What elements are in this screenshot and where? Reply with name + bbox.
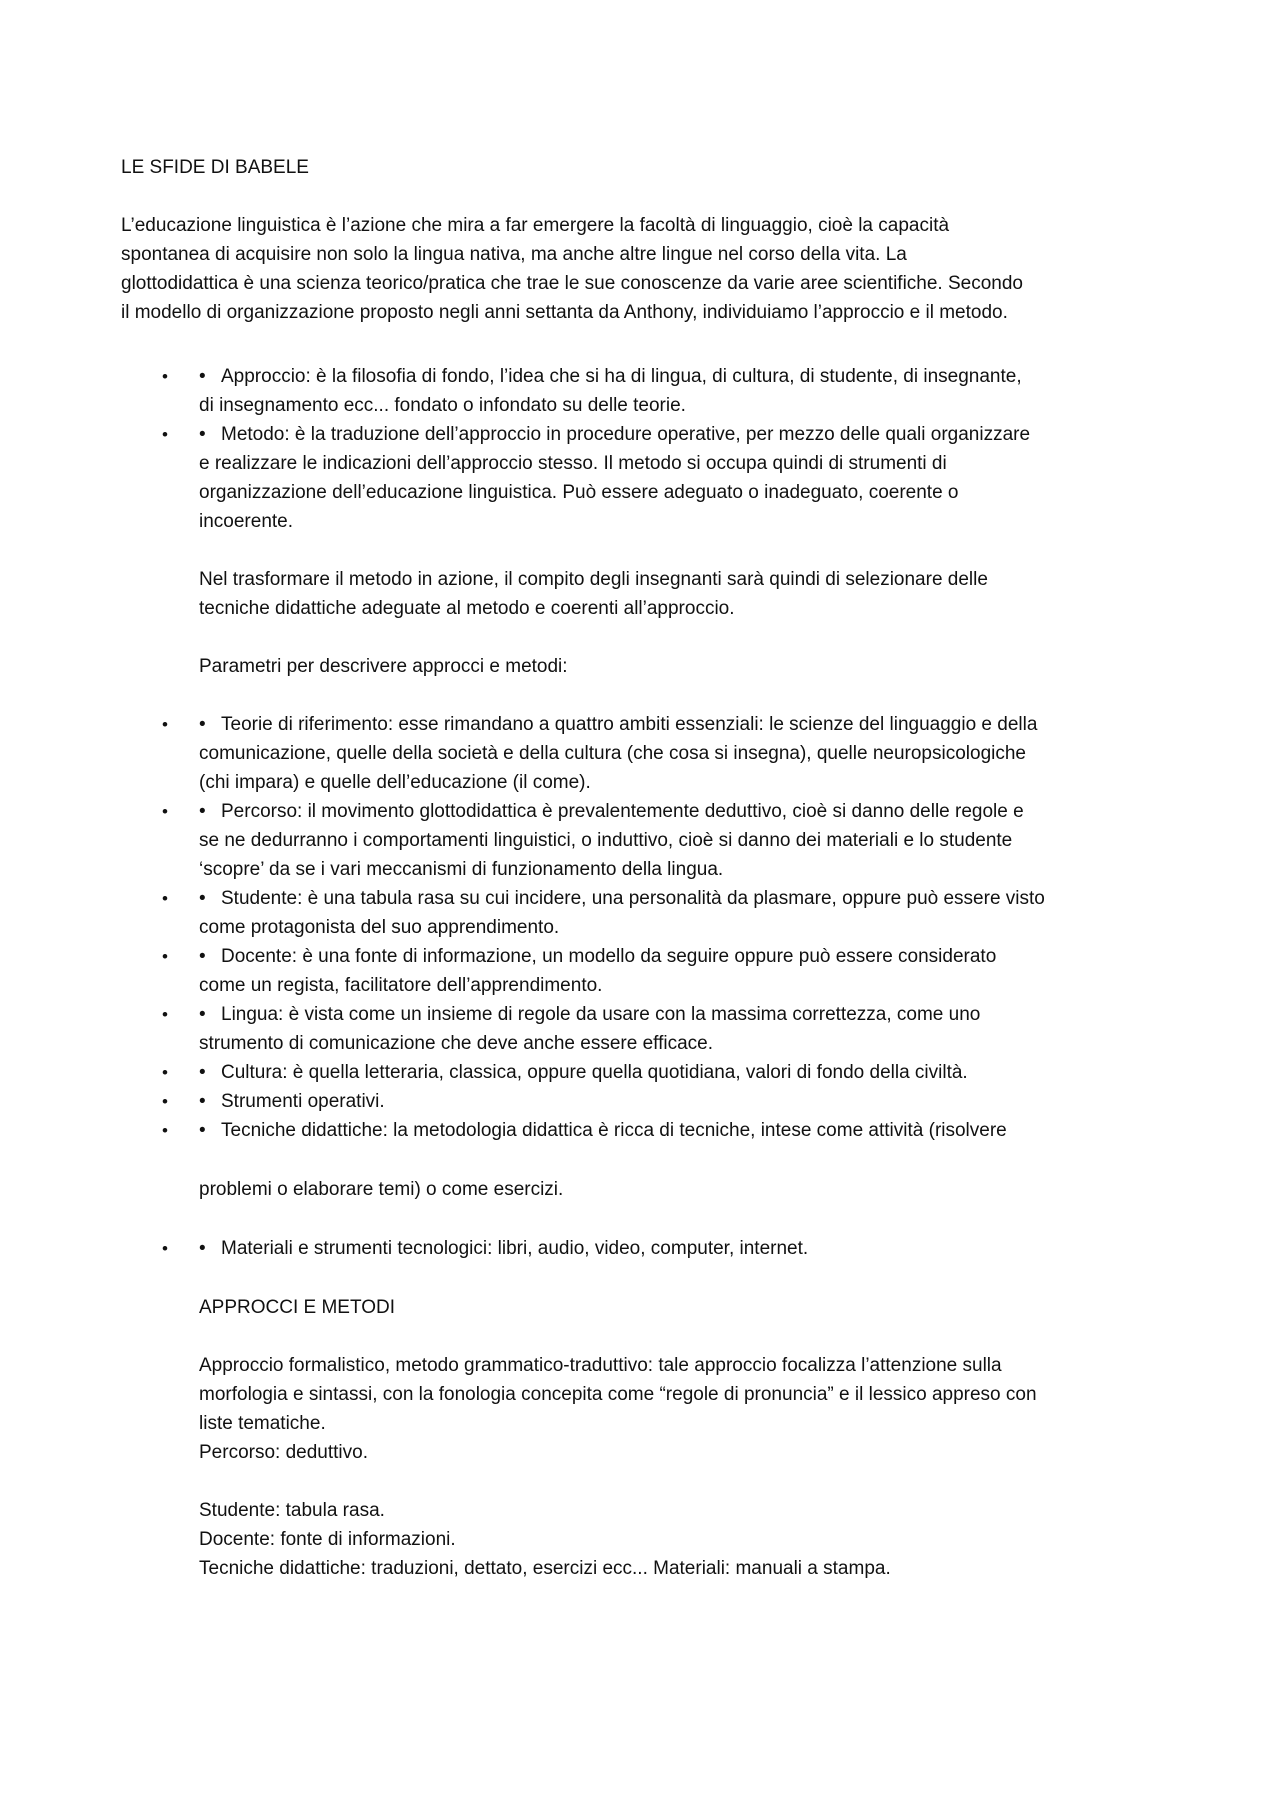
list-bullet: •	[162, 1092, 168, 1111]
inline-bullet: •	[199, 1062, 206, 1083]
intro-line: L’educazione linguistica è l’azione che mira a far emergere la facoltà di linguaggio, cioè la capacità	[121, 215, 950, 236]
list-item-line	[199, 797, 1159, 826]
list-item-line	[199, 1000, 1159, 1029]
list-item-line: strumento di comunicazione che deve anche essere efficace.	[199, 1033, 714, 1054]
intro-line: glottodidattica è una scienza teorico/pratica che trae le sue conoscenze da varie aree scientifiche. Secondo	[121, 273, 1023, 294]
list-item-line	[199, 420, 1159, 449]
list-item-line	[199, 1058, 1159, 1087]
list-item-line	[199, 1087, 1159, 1116]
section-heading: APPROCCI E METODI	[199, 1297, 396, 1318]
paragraph-line: Studente: tabula rasa.	[199, 1500, 385, 1521]
list-bullet: •	[162, 889, 168, 908]
list-bullet: •	[162, 367, 168, 386]
list-bullet: •	[162, 1121, 168, 1140]
list-item-line: incoerente.	[199, 511, 294, 532]
list-item-line: (chi impara) e quelle dell’educazione (il come).	[199, 772, 591, 793]
list-item-text	[199, 797, 1159, 884]
list-item-line-text: Materiali e strumenti tecnologici: libri, audio, video, computer, internet.	[221, 1238, 809, 1259]
list-item-line-text: Metodo: è la traduzione dell’approccio in procedure operative, per mezzo delle quali organizzare	[221, 424, 1031, 445]
intro-line: il modello di organizzazione proposto negli anni settanta da Anthony, individuiamo l’approccio e il metodo.	[121, 302, 1008, 323]
list-item-line: come un regista, facilitatore dell’apprendimento.	[199, 975, 603, 996]
paragraph-line: morfologia e sintassi, con la fonologia concepita come “regole di pronuncia” e il lessico appreso con	[199, 1384, 1037, 1405]
list-item-line: e realizzare le indicazioni dell’approccio stesso. Il metodo si occupa quindi di strumenti di	[199, 453, 947, 474]
inline-bullet: •	[199, 888, 206, 909]
list-item-line: come protagonista del suo apprendimento.	[199, 917, 560, 938]
paragraph-line: Docente: fonte di informazioni.	[199, 1529, 456, 1550]
inline-bullet: •	[199, 1004, 206, 1025]
list-item-line-text: Percorso: il movimento glottodidattica è prevalentemente deduttivo, cioè si danno delle regole e	[221, 801, 1024, 822]
list-bullet: •	[162, 947, 168, 966]
list-item-line	[199, 710, 1159, 739]
list-item-line-text: Docente: è una fonte di informazione, un modello da seguire oppure può essere considerato	[221, 946, 997, 967]
list-item-text	[199, 942, 1159, 1000]
list-item-text	[199, 710, 1159, 797]
list-item-line-text: Strumenti operativi.	[221, 1091, 385, 1112]
inline-bullet: •	[199, 714, 206, 735]
intro-paragraph	[121, 211, 1171, 327]
list-bullet: •	[162, 715, 168, 734]
list-bullet: •	[162, 425, 168, 444]
list-item-text	[199, 884, 1159, 942]
list-bullet: •	[162, 1063, 168, 1082]
list-bullet: •	[162, 1005, 168, 1024]
paragraph-line: Approccio formalistico, metodo grammatico-traduttivo: tale approccio focalizza l’attenzione sulla	[199, 1355, 1002, 1376]
paragraph-line: liste tematiche.	[199, 1413, 326, 1434]
paragraph-line: Nel trasformare il metodo in azione, il compito degli insegnanti sarà quindi di selezionare delle	[199, 569, 988, 590]
list-item-line: organizzazione dell’educazione linguistica. Può essere adeguato o inadeguato, coerente o	[199, 482, 959, 503]
continuation-line: problemi o elaborare temi) o come esercizi.	[199, 1179, 564, 1200]
list-item-line	[199, 884, 1159, 913]
list-item-line: ‘scopre’ da se i vari meccanismi di funzionamento della lingua.	[199, 859, 724, 880]
list-item-line-text: Teorie di riferimento: esse rimandano a quattro ambiti essenziali: le scienze del linguaggio e della	[221, 714, 1038, 735]
list-bullet: •	[162, 802, 168, 821]
list-item-line-text: Approccio: è la filosofia di fondo, l’idea che si ha di lingua, di cultura, di studente, di insegnante,	[221, 366, 1022, 387]
inline-bullet: •	[199, 366, 206, 387]
document-title: LE SFIDE DI BABELE	[121, 157, 309, 178]
list-item-line: se ne dedurranno i comportamenti linguistici, o induttivo, cioè si danno dei materiali e lo studente	[199, 830, 1013, 851]
approach-paragraph	[199, 1351, 1159, 1467]
list-item-text	[199, 1116, 1159, 1145]
paragraph-line: tecniche didattiche adeguate al metodo e coerenti all’approccio.	[199, 598, 735, 619]
inline-bullet: •	[199, 1091, 206, 1112]
list-item-text	[199, 1000, 1159, 1058]
parameters-intro: Parametri per descrivere approcci e metodi:	[199, 656, 568, 677]
list-item-text	[199, 420, 1159, 536]
list-item-line	[199, 1116, 1159, 1145]
list-item-text	[199, 362, 1159, 420]
list-item-line-text: Lingua: è vista come un insieme di regole da usare con la massima correttezza, come uno	[221, 1004, 981, 1025]
list-item-line	[199, 942, 1159, 971]
list-item-line	[199, 1234, 1159, 1263]
inline-bullet: •	[199, 801, 206, 822]
list-item-line	[199, 362, 1159, 391]
summary-paragraph	[199, 1496, 1159, 1583]
action-paragraph	[199, 565, 1159, 623]
list-item-text	[199, 1087, 1159, 1116]
list-item-line: comunicazione, quelle della società e della cultura (che cosa si insegna), quelle neuropsicologiche	[199, 743, 1027, 764]
inline-bullet: •	[199, 1238, 206, 1259]
list-item-line-text: Cultura: è quella letteraria, classica, oppure quella quotidiana, valori di fondo della civiltà.	[221, 1062, 968, 1083]
paragraph-line: Percorso: deduttivo.	[199, 1442, 368, 1463]
paragraph-line: Tecniche didattiche: traduzioni, dettato, esercizi ecc... Materiali: manuali a stampa.	[199, 1558, 891, 1579]
inline-bullet: •	[199, 946, 206, 967]
list-item-text	[199, 1234, 1159, 1263]
list-item-line-text: Studente: è una tabula rasa su cui incidere, una personalità da plasmare, oppure può essere visto	[221, 888, 1045, 909]
inline-bullet: •	[199, 424, 206, 445]
list-item-text	[199, 1058, 1159, 1087]
list-item-line-text: Tecniche didattiche: la metodologia didattica è ricca di tecniche, intese come attività (risolvere	[221, 1120, 1007, 1141]
intro-line: spontanea di acquisire non solo la lingua nativa, ma anche altre lingue nel corso della vita. La	[121, 244, 907, 265]
list-bullet: •	[162, 1239, 168, 1258]
list-item-line: di insegnamento ecc... fondato o infondato su delle teorie.	[199, 395, 686, 416]
inline-bullet: •	[199, 1120, 206, 1141]
